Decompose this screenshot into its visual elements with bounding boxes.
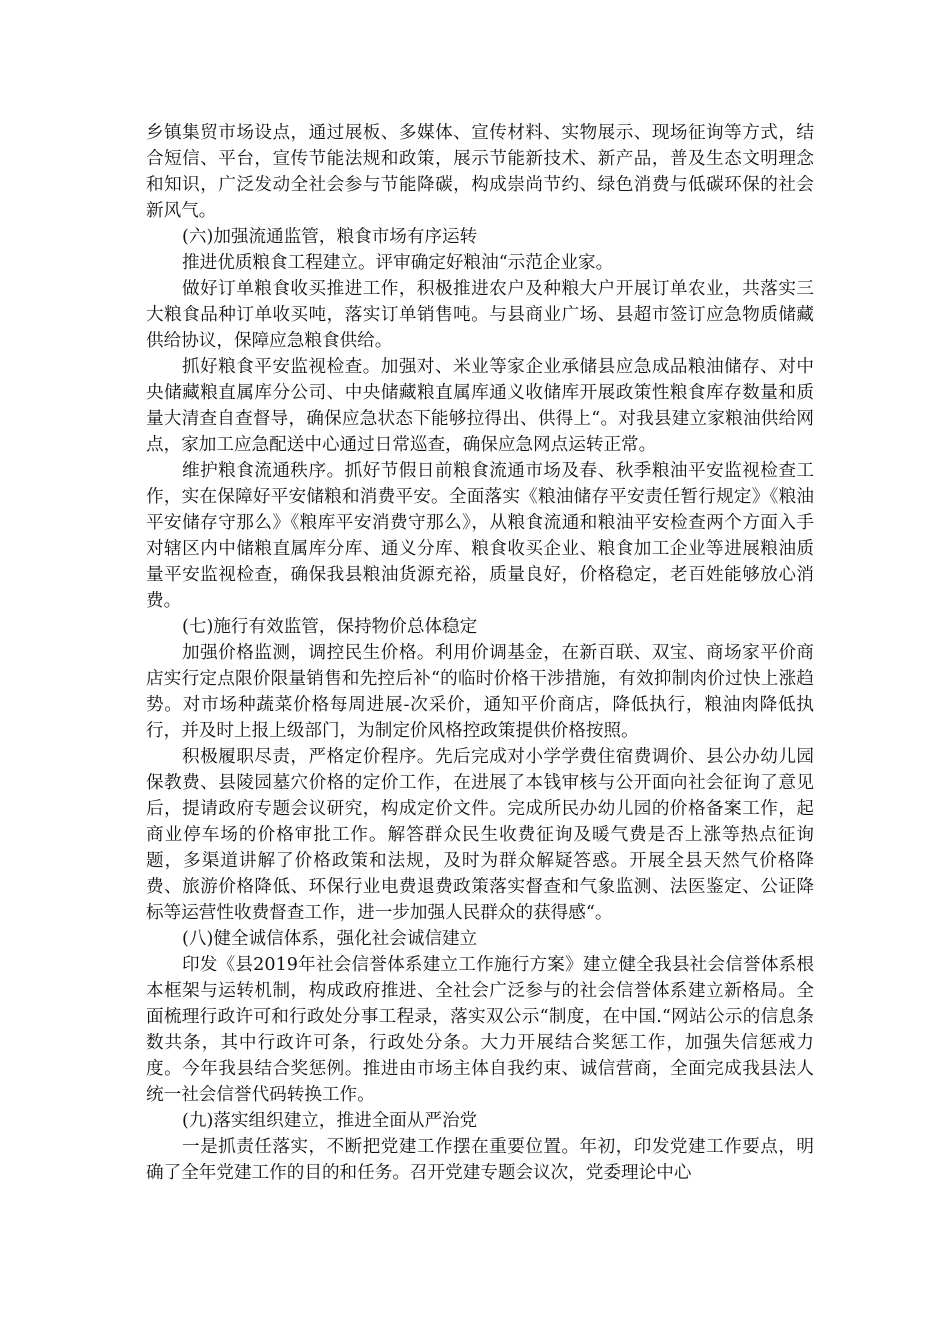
paragraph: 积极履职尽责，严格定价程序。先后完成对小学学费住宿费调价、县公办幼儿园保教费、县陵园墓穴价格的定价工作，在进展了本钱审核与公开面向社会征询了意见后，提请政府专题会议研究，构成定价文件。完成所民办幼儿园的价格备案工作，起商业停车场的价格审批工作。解答群众民生收费征询及暖气费是否上涨等热点征询题，多渠道讲解了价格政策和法规，及时为群众解疑答惑。开展全县天然气价格降费、旅游价格降低、环保行业电费退费政策落实督查和气象监测、法医鉴定、公证降标等运营性收费督查工作，进一步加强人民群众的获得感“。 xyxy=(146,747,814,923)
document-body xyxy=(146,120,814,1186)
section-heading: (九)落实组织建立，推进全面从严治党 xyxy=(182,1111,478,1131)
paragraph: 加强价格监测，调控民生价格。利用价调基金，在新百联、双宝、商场家平价商店实行定点限价限量销售和先控后补“的临时价格干涉措施，有效抑制肉价过快上涨趋势。对市场种蔬菜价格每周进展-次采价，通知平价商店，降低执行，粮油肉降低执行，并及时上报上级部门，为制定价风格控政策提供价格按照。 xyxy=(146,643,814,741)
section-heading: (六)加强流通监管，粮食市场有序运转 xyxy=(182,227,478,247)
paragraph: 维护粮食流通秩序。抓好节假日前粮食流通市场及春、秋季粮油平安监视检查工作，实在保障好平安储粮和消费平安。全面落实《粮油储存平安责任暂行规定》《粮油平安储存守那么》《粮库平安消费守那么》，从粮食流通和粮油平安检查两个方面入手对辖区内中储粮直属库分库、通义分库、粮食收买企业、粮食加工企业等进展粮油质量平安监视检查，确保我县粮油货源充裕，质量良好，价格稳定，老百姓能够放心消费。 xyxy=(146,461,814,611)
section-heading: (七)施行有效监管，保持物价总体稳定 xyxy=(182,617,478,637)
section-heading: (八)健全诚信体系，强化社会诚信建立 xyxy=(182,929,478,949)
paragraph: 抓好粮食平安监视检查。加强对、米业等家企业承储县应急成品粮油储存、对中央储藏粮直属库分公司、中央储藏粮直属库通义收储库开展政策性粮食库存数量和质量大清查自查督导，确保应急状态下能够拉得出、供得上“。对我县建立家粮油供给网点，家加工应急配送中心通过日常巡查，确保应急网点运转正常。 xyxy=(146,357,814,455)
paragraph: 一是抓责任落实，不断把党建工作摆在重要位置。年初，印发党建工作要点，明确了全年党建工作的目的和任务。召开党建专题会议次，党委理论中心 xyxy=(146,1137,814,1183)
paragraph: 乡镇集贸市场设点，通过展板、多媒体、宣传材料、实物展示、现场征询等方式，结合短信、平台，宣传节能法规和政策，展示节能新技术、新产品，普及生态文明理念和知识，广泛发动全社会参与节能降碳，构成崇尚节约、绿色消费与低碳环保的社会新风气。 xyxy=(146,123,814,221)
paragraph: 印发《县2019年社会信誉体系建立工作施行方案》建立健全我县社会信誉体系根本框架与运转机制，构成政府推进、全社会广泛参与的社会信誉体系建立新格局。全面梳理行政许可和行政处分事工程录，落实双公示“制度，在中国.“网站公示的信息条数共条，其中行政许可条，行政处分条。大力开展结合奖惩工作，加强失信惩戒力度。今年我县结合奖惩例。推进由市场主体自我约束、诚信营商，全面完成我县法人统一社会信誉代码转换工作。 xyxy=(146,955,814,1105)
paragraph: 推进优质粮食工程建立。评审确定好粮油“示范企业家。 xyxy=(182,253,614,273)
paragraph: 做好订单粮食收买推进工作，积极推进农户及种粮大户开展订单农业，共落实三大粮食品种订单收买吨，落实订单销售吨。与县商业广场、县超市签订应急物质储藏供给协议，保障应急粮食供给。 xyxy=(146,279,814,351)
